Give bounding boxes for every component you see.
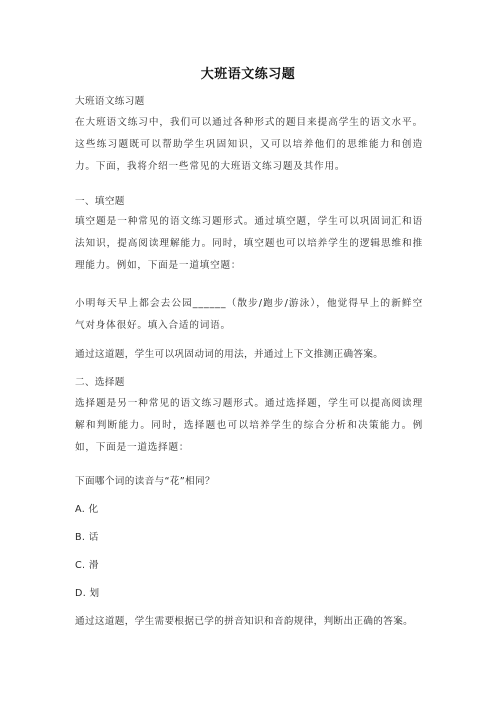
intro-paragraph: 在大班语文练习中，我们可以通过各种形式的题目来提高学生的语文水平。这些练习题既可以帮助学生巩固知识，又可以培养他们的思维能力和创造力。下面，我将介绍一些常见的大班语文练习题及其作用。 (75, 117, 423, 172)
section1-conclusion: 通过这道题，学生可以巩固动词的用法，并通过上下文推测正确答案。 (75, 349, 384, 360)
option-b: B. 话 (75, 532, 99, 543)
option-d: D. 划 (75, 588, 100, 599)
option-c: C. 滑 (75, 560, 99, 571)
section1-heading: 一、填空题 (75, 196, 125, 207)
section2-paragraph: 选择题是另一种常见的语文练习题形式。通过选择题，学生可以提高阅读理解和判断能力。同时，选择题也可以培养学生的综合分析和决策能力。例如，下面是一道选择题： (75, 398, 423, 453)
document-subtitle: 大班语文练习题 (75, 96, 145, 107)
section2-question: 下面哪个词的读音与“花”相同？ (75, 476, 215, 487)
section1-paragraph: 填空题是一种常见的语文练习题形式。通过填空题，学生可以巩固词汇和语法知识，提高阅读理解能力。同时，填空题也可以培养学生的逻辑思维和推理能力。例如，下面是一道填空题： (75, 216, 423, 271)
option-a: A. 化 (75, 504, 99, 515)
section1-example: 小明每天早上都会去公园______（散步/跑步/游泳），他觉得早上的新鲜空气对身体很好。填入合适的词语。 (75, 298, 423, 331)
document-title: 大班语文练习题 (200, 67, 296, 82)
section2-heading: 二、选择题 (75, 377, 125, 388)
section2-conclusion: 通过这道题，学生需要根据已学的拼音知识和音韵规律，判断出正确的答案。 (75, 616, 414, 627)
